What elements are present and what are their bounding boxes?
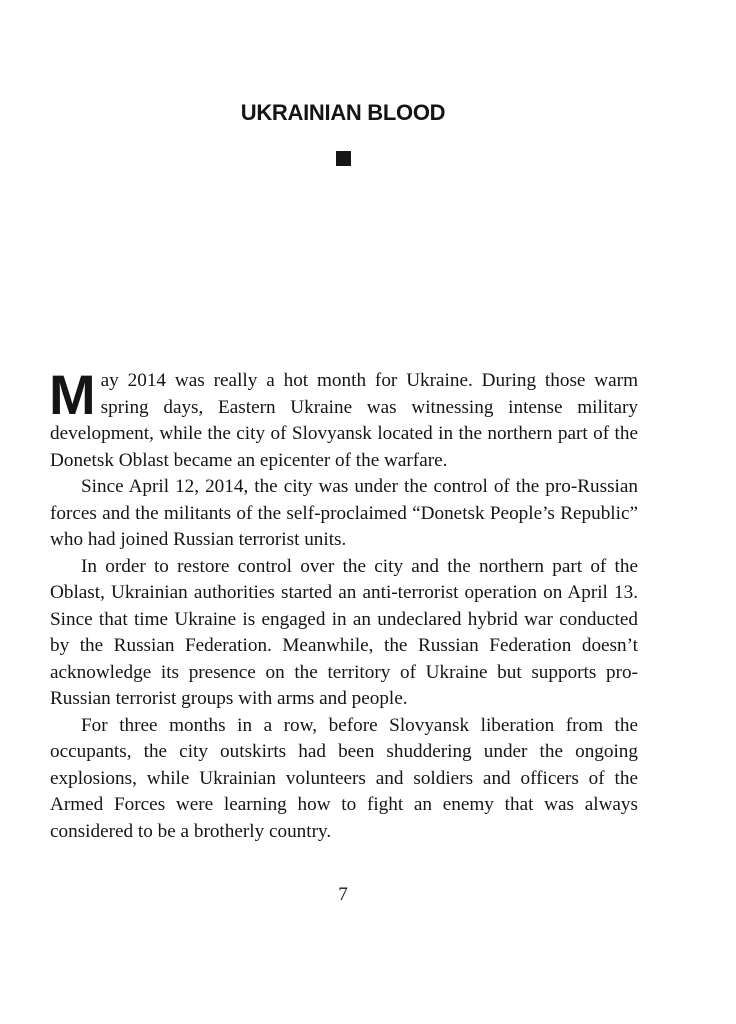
drop-cap: M — [49, 363, 96, 426]
chapter-body — [49, 363, 638, 845]
paragraph-4: For three months in a row, before Slovyansk liberation from the occupants, the city outskirts had been shuddering under the ongoing explosions, while Ukrainian volunteers and soldiers and officers of the Armed Forces were learning how to fight an enemy that was always considered to be a brotherly country. — [50, 714, 638, 842]
paragraph-1 — [49, 363, 638, 474]
black-square-icon — [336, 151, 351, 166]
paragraph-3: In order to restore control over the city and the northern part of the Oblast, Ukrainian authorities started an anti-terrorist operation on April 13. Since that time Ukraine is engaged in an undeclared hybrid war conducted by the Russian Federation. Meanwhile, the Russian Federation doesn’t acknowledge its presence on the territory of Ukraine but supports pro-Russian terrorist groups with arms and people. — [50, 555, 638, 709]
page-number: 7 — [338, 884, 348, 905]
chapter-title: UKRAINIAN BLOOD — [240, 100, 446, 125]
paragraph-2: Since April 12, 2014, the city was under the control of the pro-Russian forces and the militants of the self-proclaimed “Donetsk People’s Republic” who had joined Russian terrorist units. — [50, 476, 638, 550]
paragraph-1-text: ay 2014 was really a hot month for Ukraine. During those warm spring days, Eastern Ukraine was witnessing intense military development, while the city of Slovyansk located in the northern part of the Donetsk Oblast became an epicenter of the warfare. — [50, 370, 638, 471]
